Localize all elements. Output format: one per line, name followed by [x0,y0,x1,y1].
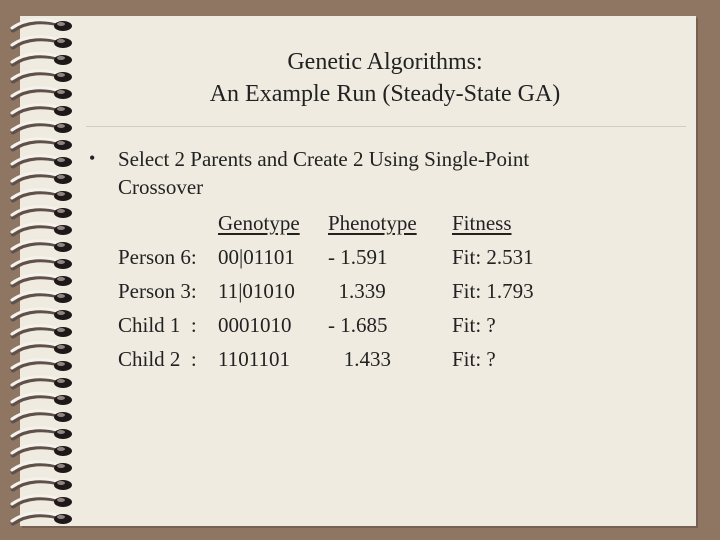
slide-title [140,46,630,110]
table-row [118,342,618,376]
title-divider [86,126,686,127]
row-label: Person 3: [118,279,197,303]
bullet-icon: • [89,148,96,168]
fitness-header: Fitness [452,211,512,235]
table-row [118,240,618,274]
table-row [118,274,618,308]
bullet-text: Select 2 Parents and Create 2 Using Single-Point Crossover [118,147,530,199]
table-row [118,308,618,342]
row-label: Child 1 : [118,313,197,337]
phenotype-value: - 1.685 [328,313,388,337]
table-header-row [118,206,618,240]
genotype-value: 1101101 [218,347,290,371]
title-line-2: An Example Run (Steady-State GA) [209,81,561,107]
phenotype-value: - 1.591 [328,245,388,269]
ga-table [118,206,618,376]
row-label: Child 2 : [118,347,197,371]
phenotype-value: 1.433 [328,347,391,371]
fitness-value: Fit: 2.531 [452,245,534,269]
genotype-value: 00|01101 [218,245,295,269]
title-line-1: Genetic Algorithms: [287,49,483,75]
row-label: Person 6: [118,245,197,269]
genotype-value: 0001010 [218,313,292,337]
fitness-value: Fit: 1.793 [452,279,534,303]
phenotype-header: Phenotype [328,211,417,235]
genotype-value: 11|01010 [218,279,295,303]
phenotype-value: 1.339 [328,279,386,303]
fitness-value: Fit: ? [452,313,496,337]
genotype-header: Genotype [218,211,300,235]
fitness-value: Fit: ? [452,347,496,371]
